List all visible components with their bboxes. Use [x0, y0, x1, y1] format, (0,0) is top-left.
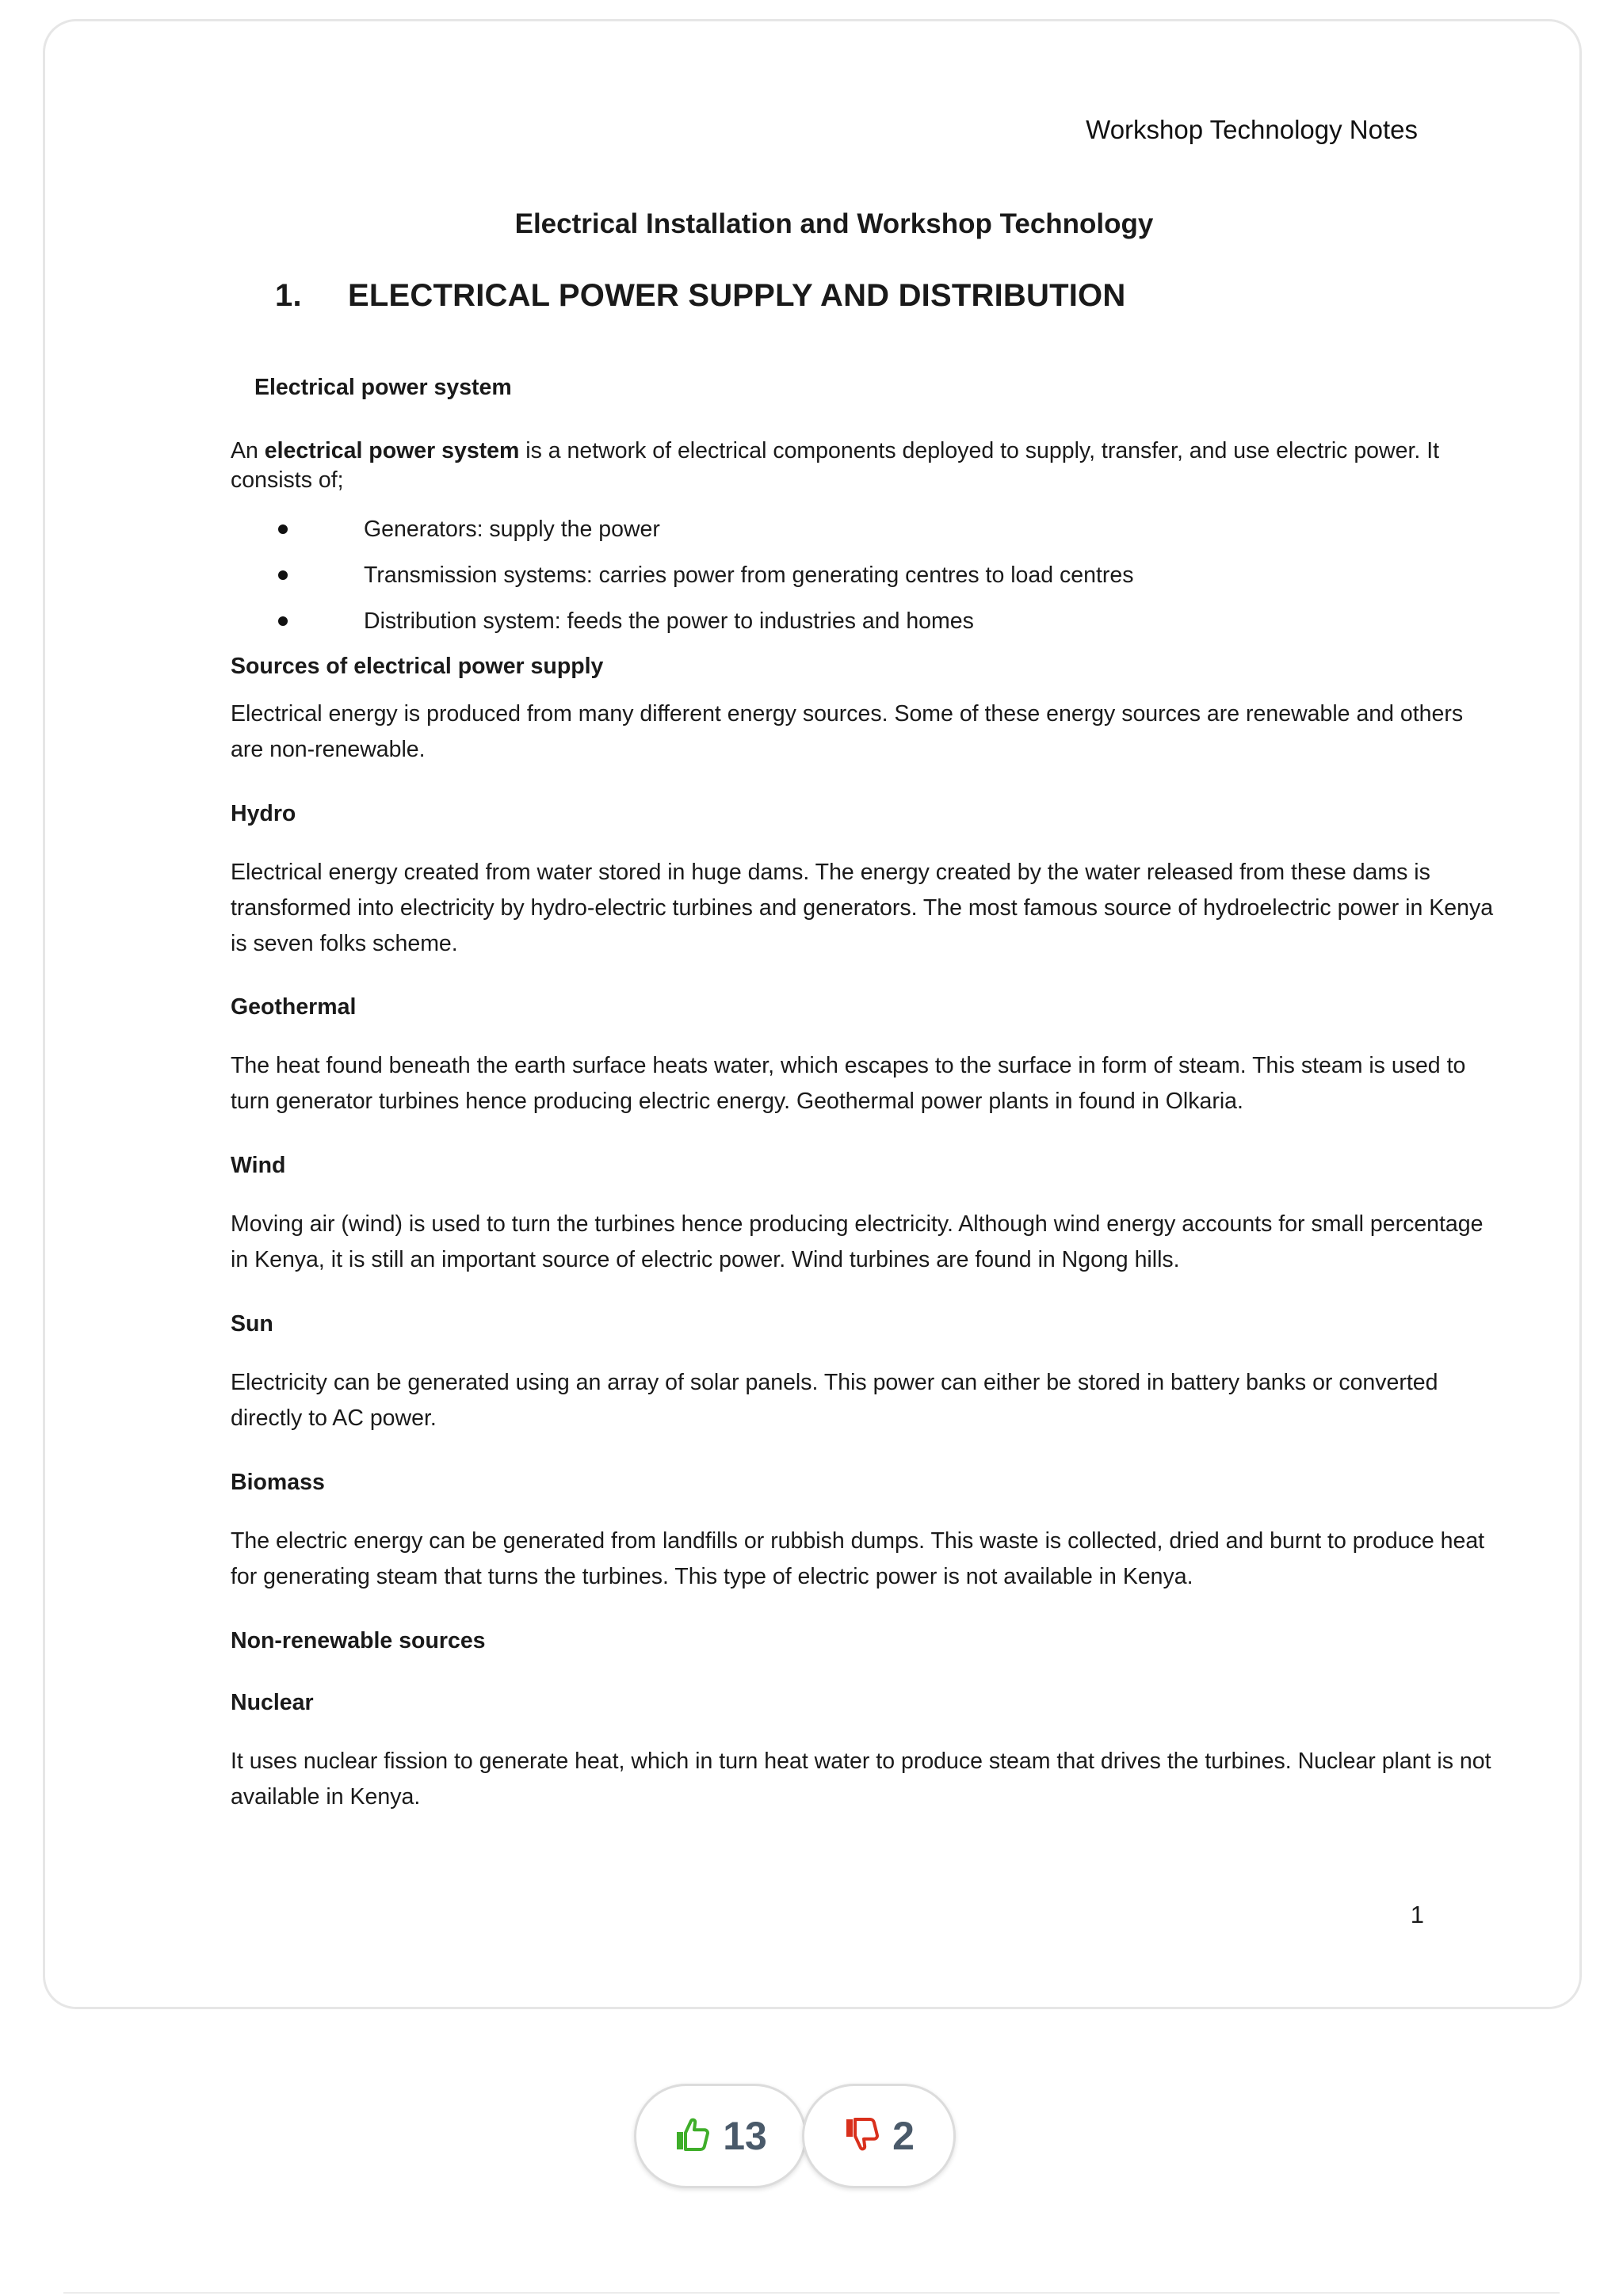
intro-prefix: An	[231, 438, 265, 463]
list-item	[231, 598, 1134, 644]
section-heading-geothermal: Geothermal	[231, 994, 357, 1020]
power-system-component-list	[231, 506, 1134, 644]
section-heading-biomass: Biomass	[231, 1470, 325, 1495]
sun-text: Electricity can be generated using an array of solar panels. This power can either be stored in battery banks or converted directly to AC power.	[231, 1370, 1438, 1431]
section-heading-power-system: Electrical power system	[254, 375, 512, 400]
power-system-intro	[231, 437, 1499, 495]
chapter-title: ELECTRICAL POWER SUPPLY AND DISTRIBUTION	[348, 278, 1126, 313]
list-item-text: Transmission systems: carries power from generating centres to load centres	[364, 563, 1134, 588]
bullet-icon	[278, 570, 288, 580]
list-item	[231, 506, 1134, 552]
document-content	[45, 21, 1579, 2007]
downvote-button[interactable]	[802, 2084, 956, 2188]
bullet-icon	[278, 524, 288, 534]
section-heading-hydro: Hydro	[231, 801, 296, 826]
divider	[63, 2292, 1560, 2294]
upvote-button[interactable]	[634, 2084, 807, 2188]
section-heading-nuclear: Nuclear	[231, 1690, 314, 1715]
section-heading-wind: Wind	[231, 1153, 286, 1178]
document-page	[43, 19, 1582, 2009]
downvote-count: 2	[892, 2114, 915, 2158]
geothermal-text: The heat found beneath the earth surface heats water, which escapes to the surface in form of steam. This steam is used to turn generator turbines hence producing electric energy. Geothermal power plants in found in Olkaria.	[231, 1053, 1466, 1114]
thumbs-up-icon	[674, 2116, 723, 2157]
sources-intro: Electrical energy is produced from many different energy sources. Some of these energy sources are renewable and others are non-renewable.	[231, 701, 1464, 762]
vote-bar	[634, 2084, 956, 2191]
section-heading-sun: Sun	[231, 1311, 273, 1337]
bullet-icon	[278, 616, 288, 626]
chapter-heading	[275, 278, 1125, 314]
intro-rest: is a network of electrical components deployed to supply, transfer, and use electric power. It consists of;	[231, 438, 1440, 493]
upvote-count: 13	[723, 2114, 767, 2158]
intro-bold-term: electrical power system	[264, 438, 520, 463]
thumbs-down-icon	[843, 2116, 892, 2157]
wind-text: Moving air (wind) is used to turn the turbines hence producing electricity. Although wind energy accounts for small percentage in Kenya, it is still an important source of electric power. Wind turbines are found in Ngong hills.	[231, 1211, 1484, 1272]
running-header: Workshop Technology Notes	[1086, 115, 1418, 144]
section-heading-non-renewable: Non-renewable sources	[231, 1628, 486, 1653]
list-item-text: Distribution system: feeds the power to industries and homes	[364, 608, 974, 634]
chapter-number: 1.	[275, 278, 302, 313]
hydro-text: Electrical energy created from water stored in huge dams. The energy created by the water released from these dams is transformed into electricity by hydro-electric turbines and generators. The most famous source of hydroelectric power in Kenya is seven folks scheme.	[231, 860, 1494, 956]
document-title: Electrical Installation and Workshop Technology	[514, 208, 1154, 239]
list-item-text: Generators: supply the power	[364, 517, 660, 542]
list-item	[231, 552, 1134, 598]
section-heading-sources: Sources of electrical power supply	[231, 654, 604, 679]
page-number: 1	[1410, 1901, 1424, 1928]
biomass-text: The electric energy can be generated from landfills or rubbish dumps. This waste is collected, dried and burnt to produce heat for generating steam that turns the turbines. This type of electric power is not available in Kenya.	[231, 1528, 1485, 1589]
nuclear-text: It uses nuclear fission to generate heat, which in turn heat water to produce steam that drives the turbines. Nuclear plant is not available in Kenya.	[231, 1749, 1491, 1810]
